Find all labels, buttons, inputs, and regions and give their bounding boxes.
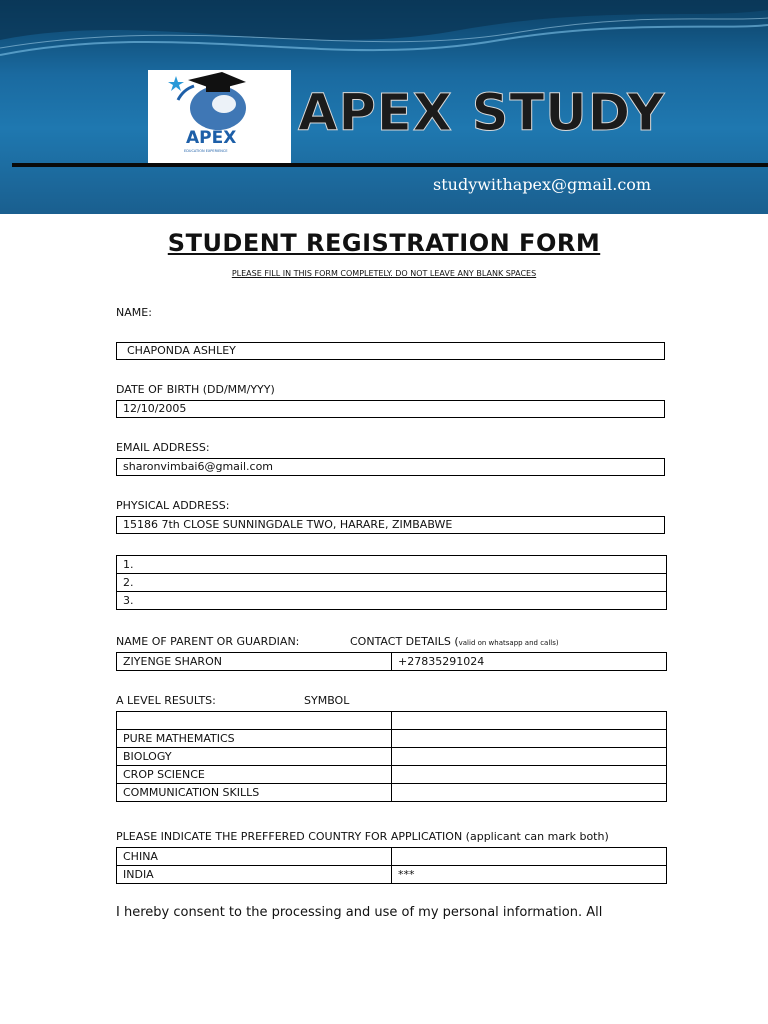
symbol-cell[interactable] [392, 748, 667, 766]
subject-cell[interactable]: CROP SCIENCE [117, 766, 392, 784]
country-cell: CHINA [117, 848, 392, 866]
country-cell: INDIA [117, 866, 392, 884]
consent-text: I hereby consent to the processing and use of my personal information. All [116, 905, 603, 920]
logo-text: APEX [186, 128, 237, 148]
page-title: STUDENT REGISTRATION FORM [167, 229, 601, 257]
table-row [117, 866, 667, 884]
parent-label: NAME OF PARENT OR GUARDIAN: [116, 635, 300, 648]
address-line-3[interactable]: 3. [117, 592, 667, 610]
parent-table [116, 652, 667, 671]
page-subtitle: PLEASE FILL IN THIS FORM COMPLETELY. DO NOT LEAVE ANY BLANK SPACES [231, 269, 537, 278]
email-field[interactable]: sharonvimbai6@gmail.com [116, 458, 665, 476]
country-label: PLEASE INDICATE THE PREFFERED COUNTRY FOR APPLICATION (applicant can mark both) [116, 830, 609, 843]
banner-email: studywithapex@gmail.com [433, 175, 652, 194]
table-row [117, 730, 667, 748]
symbol-cell[interactable] [392, 712, 667, 730]
table-row [117, 712, 667, 730]
contact-field[interactable]: +27835291024 [392, 653, 667, 671]
header-banner [0, 0, 768, 214]
table-row [117, 784, 667, 802]
address-lines-table [116, 555, 667, 610]
symbol-cell[interactable] [392, 766, 667, 784]
country-mark-cell[interactable] [392, 848, 667, 866]
results-label: A LEVEL RESULTS: [116, 694, 216, 707]
results-table [116, 711, 667, 802]
banner-divider [12, 163, 768, 167]
table-row [117, 766, 667, 784]
country-mark-cell[interactable]: *** [392, 866, 667, 884]
contact-label-text: CONTACT DETAILS ( [350, 635, 459, 648]
subject-cell[interactable]: COMMUNICATION SKILLS [117, 784, 392, 802]
name-label: NAME: [116, 306, 152, 319]
email-label: EMAIL ADDRESS: [116, 441, 210, 454]
table-row [117, 848, 667, 866]
subject-cell[interactable]: BIOLOGY [117, 748, 392, 766]
dob-field[interactable]: 12/10/2005 [116, 400, 665, 418]
address-field[interactable]: 15186 7th CLOSE SUNNINGDALE TWO, HARARE, ZIMBABWE [116, 516, 665, 534]
symbol-cell[interactable] [392, 784, 667, 802]
address-label: PHYSICAL ADDRESS: [116, 499, 230, 512]
contact-note: valid on whatsapp and calls) [458, 639, 559, 647]
name-field[interactable]: CHAPONDA ASHLEY [116, 342, 665, 360]
brand-title: APEX STUDY [298, 84, 666, 143]
symbol-label: SYMBOL [304, 694, 350, 707]
contact-label [350, 635, 559, 648]
address-line-2[interactable]: 2. [117, 574, 667, 592]
country-table [116, 847, 667, 884]
address-line-1[interactable]: 1. [117, 556, 667, 574]
apex-logo [148, 70, 291, 163]
subject-cell[interactable]: PURE MATHEMATICS [117, 730, 392, 748]
logo-subtext: EDUCATION EXPERIENCE [184, 149, 228, 153]
symbol-cell[interactable] [392, 730, 667, 748]
parent-name-field[interactable]: ZIYENGE SHARON [117, 653, 392, 671]
subject-cell[interactable] [117, 712, 392, 730]
dob-label: DATE OF BIRTH (DD/MM/YYY) [116, 383, 275, 396]
table-row [117, 748, 667, 766]
